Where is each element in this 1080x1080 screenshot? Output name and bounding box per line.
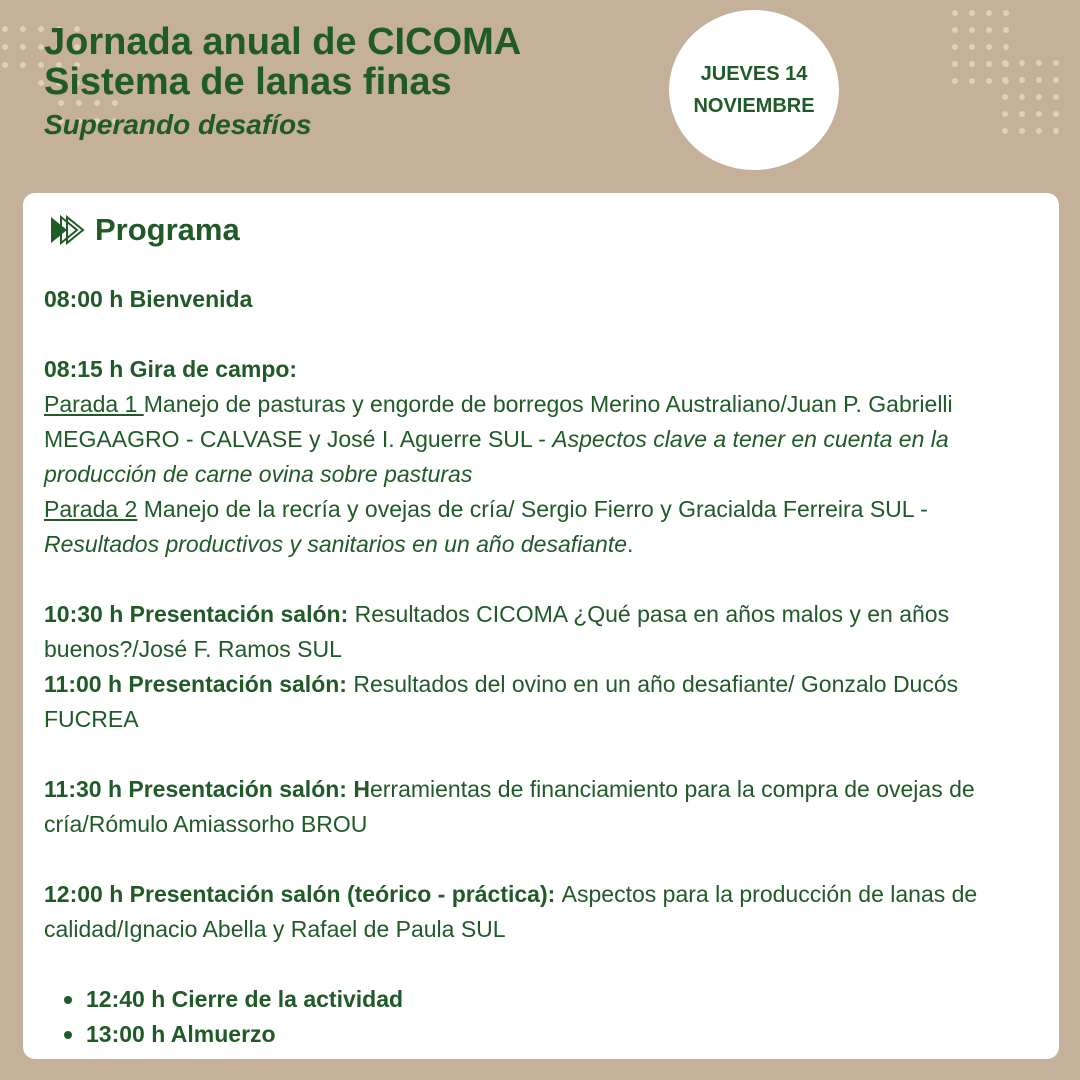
decor-dot (1002, 128, 1008, 134)
decor-dot (969, 10, 975, 16)
decor-dot (1053, 77, 1059, 83)
date-month: NOVIEMBRE (693, 95, 815, 117)
decor-dot (1036, 60, 1042, 66)
decor-dot (1019, 77, 1025, 83)
subtitle: Superando desafíos (44, 109, 312, 140)
decor-dot (1002, 111, 1008, 117)
title-line-2: Sistema de lanas finas (44, 61, 452, 103)
agenda-item-1130: 11:30 h Presentación salón: Herramientas de financiamiento para la compra de ovejas de cría/Rómulo Amiassorho BROU (44, 776, 975, 837)
list-item: 13:00 h Almuerzo (86, 1017, 1044, 1052)
agenda-item-1030: 10:30 h Presentación salón: Resultados CICOMA ¿Qué pasa en años malos y en años buenos?/José F. Ramos SUL (44, 601, 950, 662)
decor-dot (1003, 27, 1009, 33)
agenda-item-field-tour: 08:15 h Gira de campo: (44, 356, 298, 382)
decor-dot (952, 27, 958, 33)
decor-dot (2, 44, 8, 50)
decor-dot (1019, 94, 1025, 100)
decor-dot (1053, 94, 1059, 100)
agenda-item-1100: 11:00 h Presentación salón: Resultados del ovino en un año desafiante/ Gonzalo Ducós FUCREA (44, 671, 959, 732)
program-card (23, 193, 1059, 1059)
decor-dot (1003, 10, 1009, 16)
decor-dot (1003, 44, 1009, 50)
decor-dot (1019, 111, 1025, 117)
decor-dot (2, 26, 8, 32)
decor-dot (2, 62, 8, 68)
header (44, 22, 521, 142)
decor-dot (969, 78, 975, 84)
decor-dot (1036, 94, 1042, 100)
decor-dot (20, 62, 26, 68)
decor-dot (952, 10, 958, 16)
stop-2-label: Parada 2 (44, 496, 138, 522)
decor-dot (1002, 77, 1008, 83)
decor-dot (1036, 111, 1042, 117)
decor-dot (952, 44, 958, 50)
agenda-item-welcome: 08:00 h Bienvenida (44, 286, 253, 312)
decor-dot (986, 44, 992, 50)
stop-1-label: Parada 1 (44, 391, 144, 417)
decor-dot (986, 61, 992, 67)
decor-dot (20, 44, 26, 50)
decor-dot (952, 61, 958, 67)
decor-dot (986, 78, 992, 84)
double-play-arrow-icon (47, 211, 85, 249)
decor-dot (1019, 128, 1025, 134)
decor-dot (969, 44, 975, 50)
decor-dot (1002, 94, 1008, 100)
list-item: 12:40 h Cierre de la actividad (86, 982, 1044, 1017)
decor-dot (969, 27, 975, 33)
date-day: JUEVES 14 (700, 63, 808, 85)
decor-dot (952, 78, 958, 84)
decor-dot (1019, 60, 1025, 66)
program-heading (47, 211, 240, 249)
decor-dot (986, 27, 992, 33)
decor-dot (1053, 128, 1059, 134)
title-line-1: Jornada anual de CICOMA (44, 21, 522, 63)
agenda-stop-1: Parada 1 Manejo de pasturas y engorde de borregos Merino Australiano/Juan P. Gabrielli MEGAAGRO - CALVASE y José I. Aguerre SUL - Aspectos clave a tener en cuenta en la producción de carne ovina sobre pasturas (44, 391, 953, 487)
decor-dot (1053, 60, 1059, 66)
decor-dot (969, 61, 975, 67)
decor-dot (20, 26, 26, 32)
decor-dot (986, 10, 992, 16)
program-title: Programa (95, 212, 240, 247)
agenda-stop-2: Parada 2 Manejo de la recría y ovejas de cría/ Sergio Fierro y Gracialda Ferreira SUL - Resultados productivos y sanitarios en un año desafiante. (44, 496, 928, 557)
decor-dot (1036, 77, 1042, 83)
closing-list (44, 982, 1044, 1052)
agenda-item-1200: 12:00 h Presentación salón (teórico - práctica): Aspectos para la producción de lanas de calidad/Ignacio Abella y Rafael de Paula SUL (44, 881, 978, 942)
program-content (44, 282, 1044, 1052)
decor-dot (1002, 60, 1008, 66)
date-badge (669, 10, 839, 170)
decor-dot (1053, 111, 1059, 117)
decor-dot (1036, 128, 1042, 134)
